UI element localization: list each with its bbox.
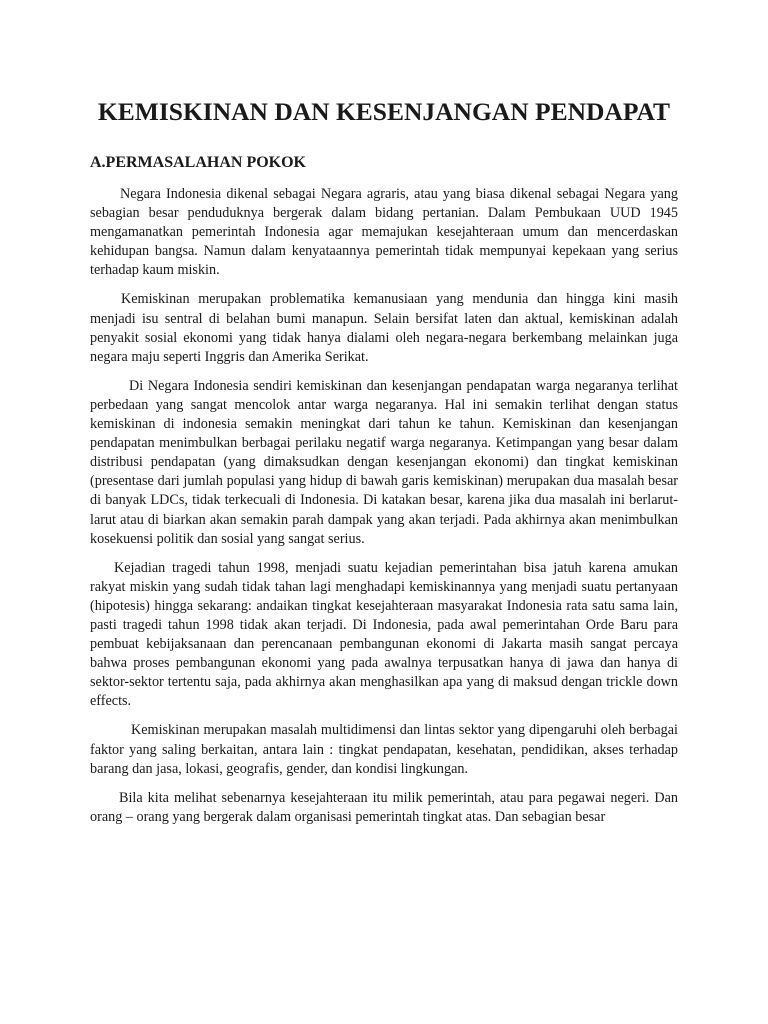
paragraph-3: Di Negara Indonesia sendiri kemiskinan dan kesenjangan pendapatan warga negaranya terlihat perbedaan yang sangat mencolok antar warga negaranya. Hal ini semakin terlihat dengan status kemiskinan di indonesia semakin meningkat dari tahun ke tahun. Kemiskinan dan kesenjangan pendapatan menimbulkan berbagai perilaku negatif warga negaranya. Ketimpangan yang besar dalam distribusi pendapatan (yang dimaksudkan dengan kesenjangan ekonomi) dan tingkat kemiskinan (presentase dari jumlah populasi yang hidup di bawah garis kemiskinan) merupakan dua masalah besar di banyak LDCs, tidak terkecuali di Indonesia. Di katakan besar, karena jika dua masalah ini berlarut-larut atau di biarkan akan semakin parah dampak yang akan terjadi. Pada akhirnya akan menimbulkan kosekuensi politik dan sosial yang sangat serius.	[90, 377, 678, 547]
paragraph-4: Kejadian tragedi tahun 1998, menjadi suatu kejadian pemerintahan bisa jatuh karena amukan rakyat miskin yang sudah tidak tahan lagi menghadapi kemiskinannya yang menjadi suatu pertanyaan (hipotesis) hingga sekarang: andaikan tingkat kesejahteraan masyarakat Indonesia rata satu sama lain, pasti tragedi tahun 1998 tidak akan terjadi. Di Indonesia, pada awal pemerintahan Orde Baru para pembuat kebijaksanaan dan perencanaan pembangunan ekonomi di Jakarta masih sangat percaya bahwa proses pembangunan ekonomi yang pada awalnya terpusatkan hanya di jawa dan hanya di sektor-sektor tertentu saja, pada akhirnya akan menghasilkan apa yang di maksud dengan trickle down effects.	[90, 559, 678, 710]
paragraph-1: Negara Indonesia dikenal sebagai Negara agraris, atau yang biasa dikenal sebagai Negara yang sebagian besar penduduknya bergerak dalam bidang pertanian. Dalam Pembukaan UUD 1945 mengamanatkan pemerintah Indonesia agar memajukan kesejahteraan umum dan mencerdaskan kehidupan bangsa. Namun dalam kenyataannya pemerintah tidak mempunyai kepekaan yang serius terhadap kaum miskin.	[90, 186, 678, 279]
section-heading: A.PERMASALAHAN POKOK	[90, 154, 306, 171]
document-title: KEMISKINAN DAN KESENJANGAN PENDAPAT	[97, 97, 671, 126]
document-page	[90, 92, 678, 827]
paragraph-6: Bila kita melihat sebenarnya kesejahteraan itu milik pemerintah, atau para pegawai negeri. Dan orang – orang yang bergerak dalam organisasi pemerintah tingkat atas. Dan sebagian besar	[90, 789, 678, 825]
paragraph-5: Kemiskinan merupakan masalah multidimensi dan lintas sektor yang dipengaruhi oleh berbagai faktor yang saling berkaitan, antara lain : tingkat pendapatan, kesehatan, pendidikan, akses terhadap barang dan jasa, lokasi, geografis, gender, dan kondisi lingkungan.	[90, 722, 678, 777]
paragraph-2: Kemiskinan merupakan problematika kemanusiaan yang mendunia dan hingga kini masih menjadi isu sentral di belahan bumi manapun. Selain bersifat laten dan aktual, kemiskinan adalah penyakit sosial ekonomi yang tidak hanya dialami oleh negara-negara berkembang melainkan juga negara maju seperti Inggris dan Amerika Serikat.	[90, 291, 678, 365]
